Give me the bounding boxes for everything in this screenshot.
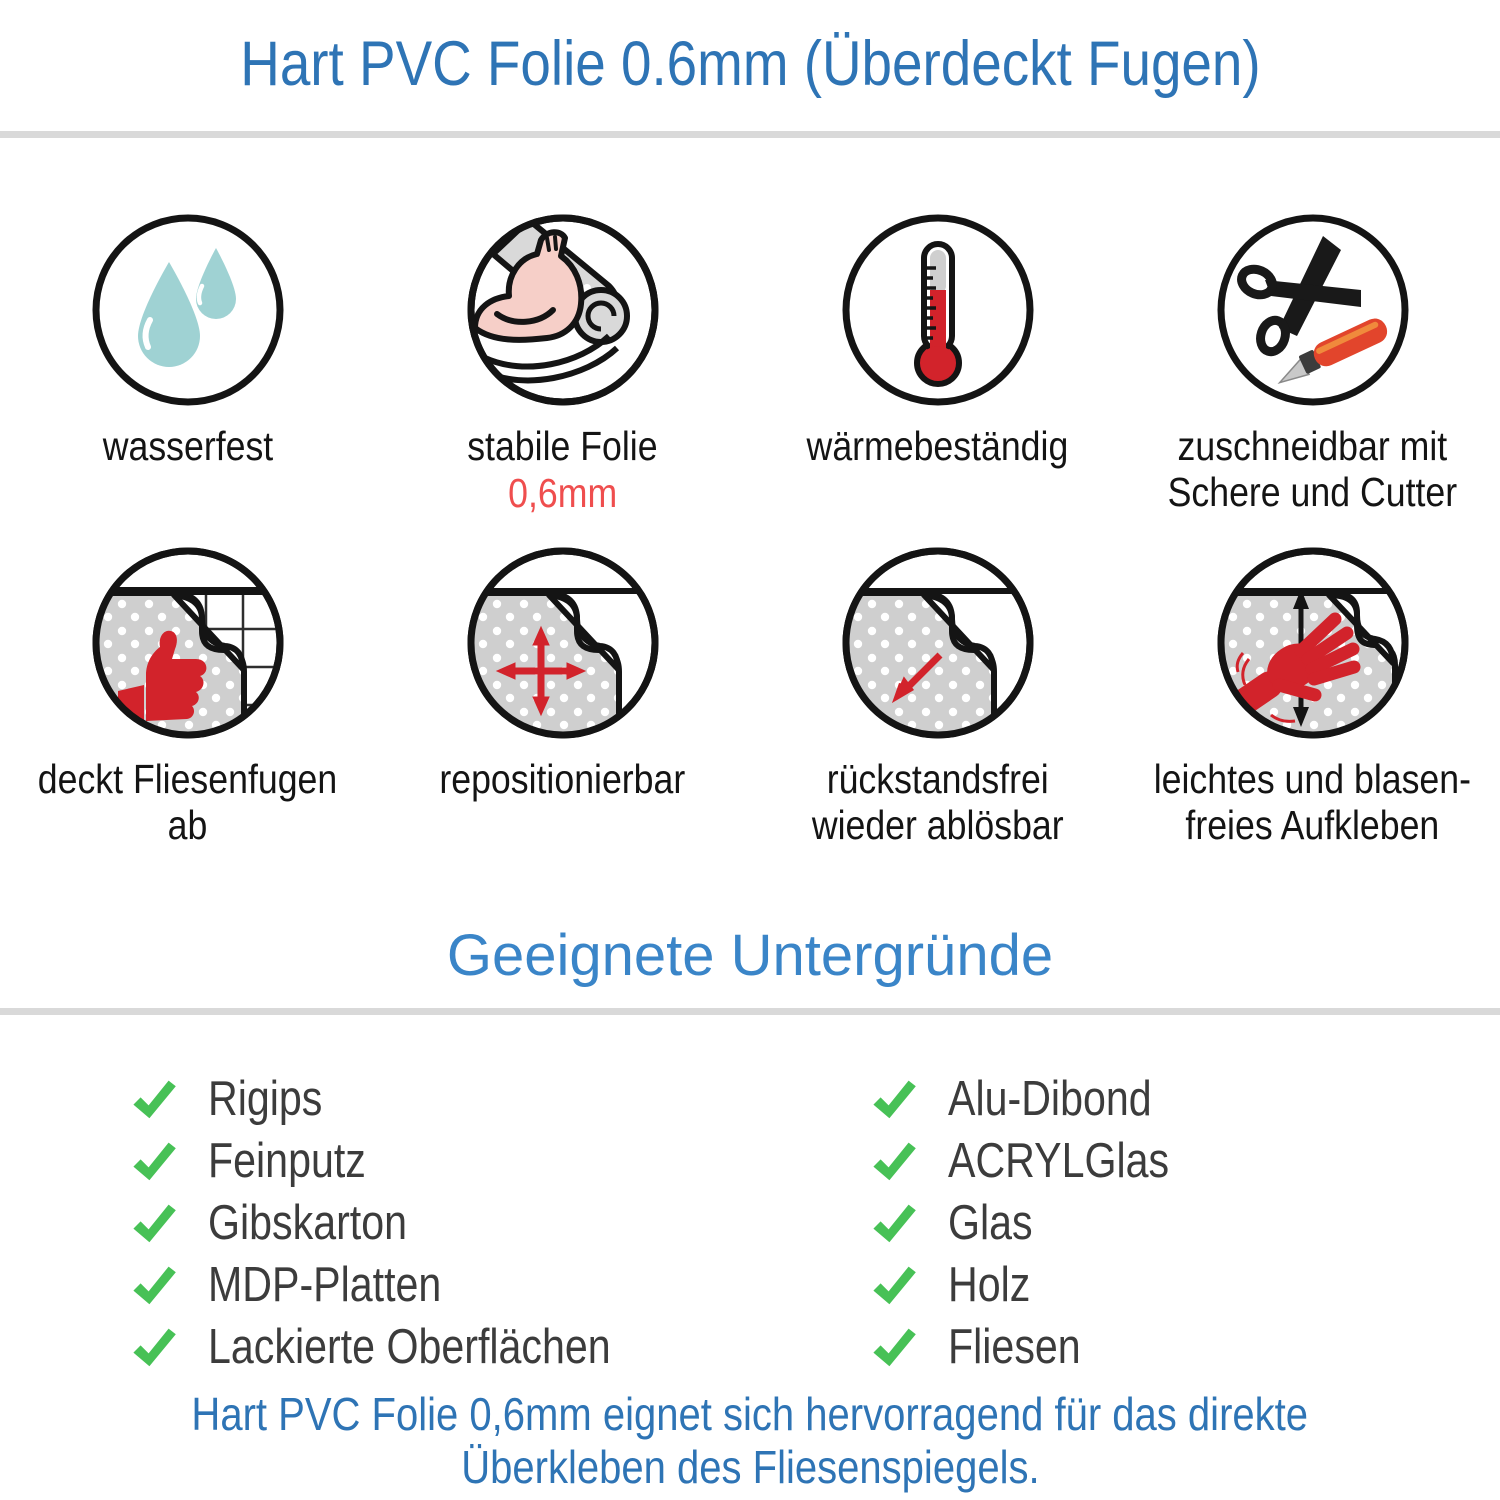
thermometer-icon: [838, 210, 1038, 410]
footer-note: [0, 1388, 1500, 1495]
check-icon: [868, 1137, 922, 1185]
thumbs-up-tiles-icon: [88, 543, 288, 743]
substrates-heading: Geeignete Untergründe: [446, 923, 1054, 988]
feature-cell: [1125, 543, 1500, 876]
check-icon: [868, 1261, 922, 1309]
substrates-right: [868, 1068, 1211, 1378]
feature-cell: [0, 543, 375, 876]
substrate-label: Feinputz: [208, 1134, 366, 1188]
substrate-label: ACRYLGlas: [948, 1134, 1170, 1188]
substrate-label: Lackierte Oberflächen: [208, 1320, 611, 1374]
substrate-item: [868, 1130, 1211, 1192]
substrate-item: [868, 1254, 1211, 1316]
substrate-item: [128, 1068, 687, 1130]
page-title-text: Hart PVC Folie 0.6mm (Überdeckt Fugen): [239, 29, 1261, 99]
feature-cell: [375, 543, 750, 876]
substrate-label: Rigips: [208, 1072, 323, 1126]
page-title: [0, 30, 1500, 99]
footer-line-1: Hart PVC Folie 0,6mm eignet sich hervorragend für das direkte: [191, 1388, 1309, 1440]
check-icon: [128, 1261, 182, 1309]
substrate-label: MDP-Platten: [208, 1258, 442, 1312]
check-icon: [868, 1075, 922, 1123]
feature-sublabel: 0,6mm: [507, 470, 618, 517]
water-drops-icon: [88, 210, 288, 410]
divider-middle: [0, 1008, 1500, 1015]
substrate-item: [868, 1316, 1211, 1378]
check-icon: [128, 1199, 182, 1247]
feature-label: deckt Fliesenfugen ab: [37, 756, 338, 849]
substrate-item: [128, 1254, 687, 1316]
muscle-arm-foil-icon: [463, 210, 663, 410]
feature-label: stabile Folie: [467, 423, 658, 469]
feature-label: wärmebeständig: [806, 423, 1069, 469]
move-arrows-foil-icon: [463, 543, 663, 743]
check-icon: [868, 1199, 922, 1247]
substrate-item: [868, 1068, 1211, 1130]
feature-cell: [375, 210, 750, 543]
feature-cell: [1125, 210, 1500, 543]
footer-line-2: Überkleben des Fliesenspiegels.: [460, 1441, 1040, 1494]
substrate-label: Gibskarton: [208, 1196, 408, 1250]
substrate-item: [128, 1130, 687, 1192]
feature-label: repositionierbar: [439, 756, 686, 802]
feature-label: wasserfest: [102, 423, 273, 469]
substrate-label: Alu-Dibond: [948, 1072, 1152, 1126]
substrate-item: [128, 1316, 687, 1378]
features-grid: [0, 210, 1500, 876]
check-icon: [128, 1137, 182, 1185]
check-icon: [128, 1323, 182, 1371]
scissors-cutter-icon: [1213, 210, 1413, 410]
divider-top: [0, 131, 1500, 138]
hand-press-foil-icon: [1213, 543, 1413, 743]
substrate-item: [868, 1192, 1211, 1254]
check-icon: [868, 1323, 922, 1371]
check-icon: [128, 1075, 182, 1123]
substrates-left: [128, 1068, 687, 1378]
feature-label: rückstandsfrei wieder ablösbar: [811, 756, 1064, 849]
peel-off-foil-icon: [838, 543, 1038, 743]
feature-label: leichtes und blasen- freies Aufkleben: [1153, 756, 1472, 849]
substrate-label: Fliesen: [948, 1320, 1081, 1374]
substrate-label: Glas: [948, 1196, 1033, 1250]
feature-cell: [750, 543, 1125, 876]
feature-label: zuschneidbar mit Schere und Cutter: [1167, 423, 1458, 516]
feature-cell: [750, 210, 1125, 543]
feature-cell: [0, 210, 375, 543]
substrate-item: [128, 1192, 687, 1254]
substrate-label: Holz: [948, 1258, 1031, 1312]
